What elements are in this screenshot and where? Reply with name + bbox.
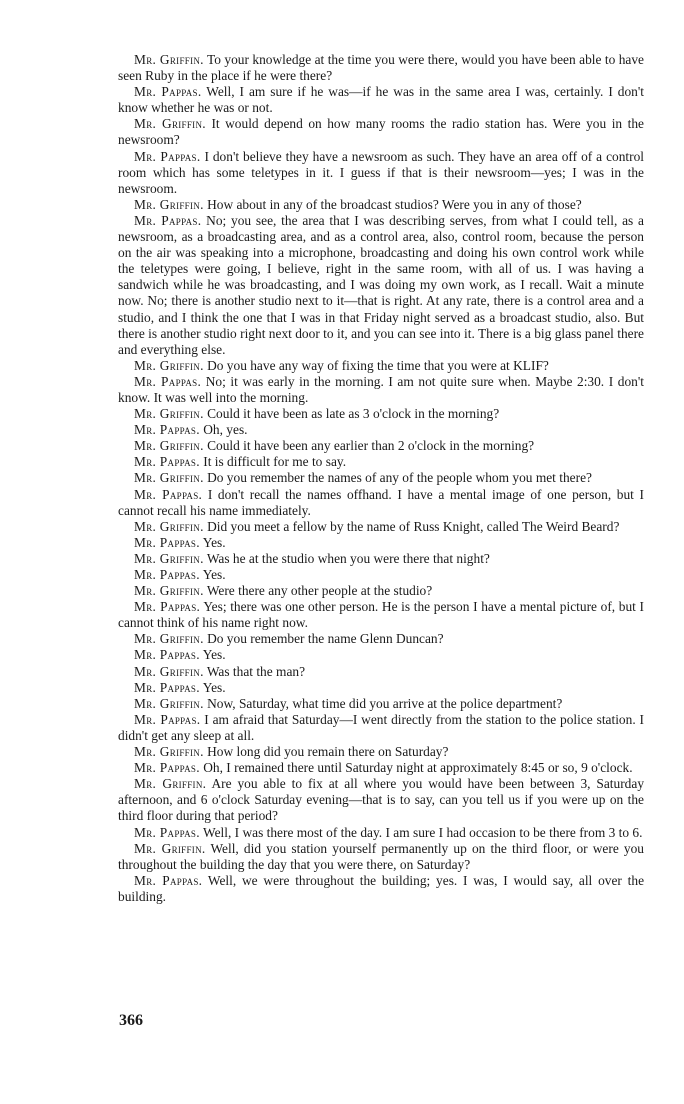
testimony-text: It is difficult for me to say. (203, 454, 347, 470)
testimony-paragraph (118, 213, 644, 358)
speaker-name: Mr. Griffin. (134, 470, 204, 486)
speaker-name: Mr. Pappas. (134, 454, 200, 470)
testimony-paragraph (118, 358, 644, 374)
testimony-paragraph (118, 84, 644, 116)
speaker-name: Mr. Pappas. (134, 422, 200, 438)
testimony-text: Was he at the studio when you were there that night? (206, 550, 490, 566)
testimony-paragraph (118, 760, 644, 776)
testimony-paragraph (118, 149, 644, 197)
testimony-text: Yes. (202, 567, 226, 582)
speaker-name: Mr. Griffin. (134, 695, 204, 711)
speaker-name: Mr. Pappas. (134, 567, 200, 582)
speaker-name: Mr. Griffin. (134, 840, 206, 856)
testimony-paragraph (118, 825, 644, 841)
testimony-paragraph (118, 470, 644, 486)
speaker-name: Mr. Pappas. (134, 872, 203, 888)
testimony-text: Yes; there was one other person. He is the person I have a mental picture of, but I cannot think of his name right now. (118, 599, 644, 631)
testimony-text: I don't recall the names offhand. I have a mental image of one person, but I cannot recall his name immediately. (118, 486, 644, 518)
speaker-name: Mr. Pappas. (134, 647, 200, 663)
testimony-text: Well, I was there most of the day. I am sure I had occasion to be there from 3 to 6. (203, 824, 643, 840)
testimony-text: Were there any other people at the studio? (206, 583, 433, 599)
speaker-name: Mr. Griffin. (134, 631, 204, 647)
speaker-name: Mr. Pappas. (134, 711, 201, 727)
testimony-text: Are you able to fix at all where you would have been between 3, Saturday afternoon, and 6 o'clock Saturday evening—that is to say, can you tell us if you were up on the third floor during that period? (118, 776, 645, 824)
testimony-paragraph (118, 438, 644, 454)
speaker-name: Mr. Pappas. (134, 679, 200, 695)
testimony-paragraph (118, 583, 644, 599)
testimony-text: How long did you remain there on Saturday? (207, 744, 449, 760)
testimony-paragraph (118, 873, 644, 905)
speaker-name: Mr. Pappas. (134, 84, 202, 100)
testimony-text: I am afraid that Saturday—I went directly from the station to the police station. I didn't get any sleep at all. (118, 711, 644, 743)
speaker-name: Mr. Pappas. (134, 148, 201, 164)
testimony-text: Now, Saturday, what time did you arrive at the police department? (207, 695, 563, 711)
speaker-name: Mr. Griffin. (134, 518, 204, 534)
testimony-text: Oh, yes. (203, 422, 248, 438)
testimony-paragraph (118, 841, 644, 873)
testimony-paragraph (118, 776, 644, 824)
testimony-text: Yes. (202, 647, 226, 663)
speaker-name: Mr. Pappas. (134, 760, 200, 776)
testimony-text: Did you meet a fellow by the name of Russ Knight, called The Weird Beard? (207, 518, 620, 534)
testimony-text: Could it have been as late as 3 o'clock in the morning? (207, 406, 500, 422)
speaker-name: Mr. Pappas. (134, 486, 203, 502)
testimony-text: It would depend on how many rooms the radio station has. Were you in the newsroom? (118, 116, 644, 148)
testimony-paragraph (118, 599, 644, 631)
testimony-text: Could it have been any earlier than 2 o'clock in the morning? (207, 438, 535, 454)
speaker-name: Mr. Griffin. (134, 116, 206, 132)
testimony-paragraph (118, 680, 644, 696)
testimony-paragraph (118, 52, 644, 84)
speaker-name: Mr. Griffin. (134, 663, 204, 679)
testimony-text: How about in any of the broadcast studios? Were you in any of those? (207, 196, 582, 212)
testimony-text: Yes. (202, 534, 226, 550)
testimony-paragraph (118, 712, 644, 744)
testimony-text: Oh, I remained there until Saturday night at approximately 8:45 or so, 9 o'clock. (203, 760, 633, 776)
testimony-text: I don't believe they have a newsroom as such. They have an area off of a control room which has some teletypes in it. I guess if that is their newsroom—yes; I was in the newsroom. (118, 148, 644, 196)
testimony-text: Do you have any way of fixing the time that you were at KLIF? (207, 357, 549, 373)
testimony-paragraph (118, 535, 644, 551)
testimony-paragraph (118, 487, 644, 519)
speaker-name: Mr. Griffin. (134, 196, 204, 212)
testimony-text: Do you remember the name Glenn Duncan? (207, 631, 444, 647)
testimony-paragraph (118, 406, 644, 422)
testimony-text: No; it was early in the morning. I am not quite sure when. Maybe 2:30. I don't know. It was well into the morning. (118, 373, 644, 405)
testimony-text: No; you see, the area that I was describing serves, from what I could tell, as a newsroom, as a broadcasting area, and as a control area, also, control room, because the person on the air was speaking into a microphone, broadcasting and doing his own control work while the teletypes were going, I believe, right in the same room, with all of us. I was having a sandwich while he was broadcasting, and I was doing my own work, as I recall. Wait a minute now. No; there is another studio next to it—that is right. At any rate, there is a control area and a studio, and I think the one that I was in that Friday night served as a broadcast studio, also. But there is another studio right next door to it, and you can see into it. There is a big glass panel there and everything else. (118, 212, 644, 357)
testimony-text: Yes. (202, 679, 226, 695)
testimony-text: Well, did you station yourself permanently up on the third floor, or were you throughout the building the day that you were there, on Saturday? (118, 840, 645, 872)
speaker-name: Mr. Griffin. (134, 776, 207, 792)
speaker-name: Mr. Griffin. (134, 550, 204, 566)
testimony-paragraph (118, 696, 644, 712)
testimony-paragraph (118, 664, 644, 680)
page-number: 366 (119, 1012, 143, 1029)
testimony-text: Was that the man? (206, 663, 306, 679)
transcript-page (118, 52, 644, 905)
speaker-name: Mr. Pappas. (134, 373, 202, 389)
speaker-name: Mr. Pappas. (134, 534, 200, 550)
testimony-text: To your knowledge at the time you were there, would you have been able to have seen Ruby in the place if he were there? (118, 52, 644, 84)
speaker-name: Mr. Griffin. (134, 744, 204, 760)
testimony-paragraph (118, 647, 644, 663)
speaker-name: Mr. Pappas. (134, 824, 200, 840)
testimony-paragraph (118, 454, 644, 470)
testimony-paragraph (118, 116, 644, 148)
testimony-paragraph (118, 551, 644, 567)
testimony-paragraph (118, 519, 644, 535)
speaker-name: Mr. Griffin. (134, 406, 204, 422)
testimony-text: Do you remember the names of any of the people whom you met there? (207, 470, 592, 486)
speaker-name: Mr. Pappas. (134, 599, 201, 615)
testimony-paragraph (118, 374, 644, 406)
testimony-paragraph (118, 567, 644, 583)
testimony-paragraph (118, 197, 644, 213)
speaker-name: Mr. Griffin. (134, 583, 204, 599)
testimony-text: Well, I am sure if he was—if he was in the same area I was, certainly. I don't know whether he was or not. (118, 84, 645, 116)
testimony-text: Well, we were throughout the building; yes. I was, I would say, all over the building. (118, 872, 645, 904)
testimony-paragraph (118, 631, 644, 647)
speaker-name: Mr. Griffin. (134, 52, 204, 67)
speaker-name: Mr. Pappas. (134, 212, 202, 228)
speaker-name: Mr. Griffin. (134, 438, 204, 454)
speaker-name: Mr. Griffin. (134, 357, 204, 373)
testimony-paragraph (118, 744, 644, 760)
testimony-paragraph (118, 422, 644, 438)
